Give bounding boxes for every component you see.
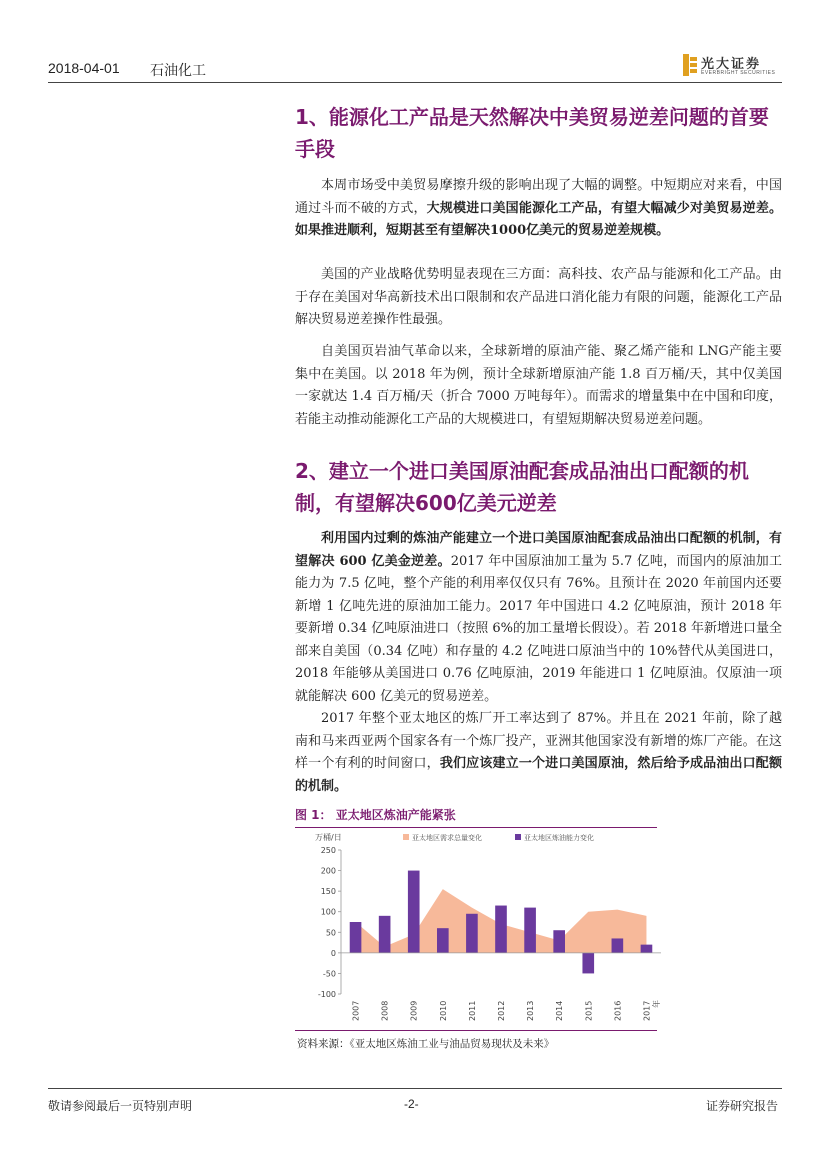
capacity-bar — [582, 953, 594, 974]
section-2-heading: 2、建立一个进口美国原油配套成品油出口配额的机制，有望解决600亿美元逆差 — [295, 459, 749, 515]
header-rule — [48, 82, 782, 83]
y-tick-label: 0 — [330, 948, 336, 958]
footer-rule — [48, 1088, 782, 1089]
legend-swatch-capacity — [515, 834, 521, 840]
legend-swatch-demand — [403, 834, 409, 840]
capacity-bar — [495, 906, 507, 953]
y-tick-label: -100 — [317, 990, 336, 999]
page-number: -2- — [404, 1097, 419, 1111]
x-tick-label: 2007 — [351, 1000, 361, 1021]
report-date: 2018-04-01 — [48, 60, 120, 76]
source-rule — [295, 1030, 657, 1031]
x-tick-label: 2012 — [497, 1000, 506, 1021]
x-tick-label: 2014 — [555, 1000, 565, 1021]
legend-label-demand: 亚太地区需求总量变化 — [412, 834, 482, 842]
logo-mark-icon — [683, 54, 697, 76]
report-category: 石油化工 — [150, 63, 206, 79]
capacity-bar — [379, 916, 391, 953]
capacity-bar — [612, 938, 624, 952]
footer-disclaimer: 敬请参阅最后一页特别声明 — [48, 1099, 193, 1113]
figure-source: 资料来源：《亚太地区炼油工业与油品贸易现状及未来》 — [297, 1038, 555, 1050]
logo-text-en: EVERBRIGHT SECURITIES — [701, 70, 776, 76]
legend-label-capacity: 亚太地区炼油能力变化 — [524, 834, 594, 842]
capacity-chart — [295, 828, 665, 1028]
x-tick-label: 2015 — [584, 1000, 594, 1021]
capacity-bar — [641, 945, 653, 953]
figure-title: 图 1： 亚太地区炼油产能紧张 — [295, 808, 456, 822]
x-axis-suffix: 年 — [652, 1000, 661, 1008]
y-axis-unit: 万桶/日 — [315, 833, 342, 842]
section-1-paragraph-1: 本周市场受中美贸易摩擦升级的影响出现了大幅的调整。中短期应对来看，中国通过斗而不破的方式，大规模进口美国能源化工产品，有望大幅减少对美贸易逆差。如果推进顺利，短期甚至有望解决1000亿美元的贸易逆差规模。 — [295, 178, 782, 238]
footer-report-type: 证券研究报告 — [706, 1099, 779, 1113]
chart-legend — [403, 833, 594, 842]
section-1-paragraph-3: 自美国页岩油气革命以来，全球新增的原油产能、聚乙烯产能和 LNG产能主要集中在美国。以 2018 年为例，预计全球新增原油产能 1.8 百万桶/天，其中仅美国一家就达 1.4 百万桶/天（折合 7000 万吨每年）。而需求的增量集中在中国和印度，若能主动推动能源化工产品的大规模进口，有望短期解决贸易逆差问题。 — [295, 344, 782, 427]
x-tick-label: 2009 — [409, 1000, 419, 1021]
y-tick-label: 100 — [320, 907, 336, 917]
brand-logo — [683, 52, 783, 80]
section-2-paragraph-2: 2017 年整个亚太地区的炼厂开工率达到了 87%。并且在 2021 年前，除了越南和马来西亚两个国家各有一个炼厂投产，亚洲其他国家没有新增的炼厂产能。在这样一个有利的时间窗口，我们应该建立一个进口美国原油，然后给予成品油出口配额的机制。 — [295, 711, 782, 794]
section-1-paragraph-2: 美国的产业战略优势明显表现在三方面：高科技、农产品与能源和化工产品。由于存在美国对华高新技术出口限制和农产品进口消化能力有限的问题，能源化工产品解决贸易逆差操作性最强。 — [295, 267, 782, 327]
capacity-bar — [524, 908, 536, 953]
x-tick-label: 2016 — [613, 1000, 623, 1021]
logo-text-cn: 光大证券 — [701, 57, 762, 72]
x-tick-label: 2011 — [467, 1000, 477, 1021]
x-tick-label: 2017 — [642, 1000, 652, 1021]
capacity-bar — [553, 930, 565, 953]
section-2-paragraph-1: 利用国内过剩的炼油产能建立一个进口美国原油配套成品油出口配额的机制，有望解决 600 亿美金逆差。2017 年中国原油加工量为 5.7 亿吨，而国内的原油加工能力为 7.5 亿吨，整个产能的利用率仅仅只有 76%。且预计在 2020 年前国内还要新增 1 亿吨先进的原油加工能力。2017 年中国进口 4.2 亿吨原油，预计 2018 年要新增 0.34 亿吨原油进口（按照 6%的加工量增长假设）。若 2018 年新增进口量全部来自美国（0.34 亿吨）和存量的 4.2 亿吨进口原油当中的 10%替代从美国进口，2018 年能够从美国进口 0.76 亿吨原油，2019 年能进口 1 亿吨原油。仅原油一项就能解决 600 亿美元的贸易逆差。 — [295, 531, 782, 704]
x-tick-label: 2008 — [380, 1000, 390, 1021]
x-tick-label: 2013 — [526, 1000, 536, 1021]
y-tick-label: 200 — [320, 866, 336, 876]
y-tick-label: -50 — [322, 969, 336, 979]
capacity-bar — [408, 871, 420, 953]
x-tick-label: 2010 — [438, 1000, 448, 1021]
capacity-bar — [437, 928, 449, 953]
capacity-bar — [466, 914, 478, 953]
section-1-heading: 1、能源化工产品是天然解决中美贸易逆差问题的首要手段 — [295, 105, 769, 161]
y-tick-label: 250 — [320, 846, 336, 855]
y-tick-label: 150 — [320, 887, 336, 897]
capacity-bar — [350, 922, 362, 953]
y-tick-label: 50 — [325, 928, 336, 938]
